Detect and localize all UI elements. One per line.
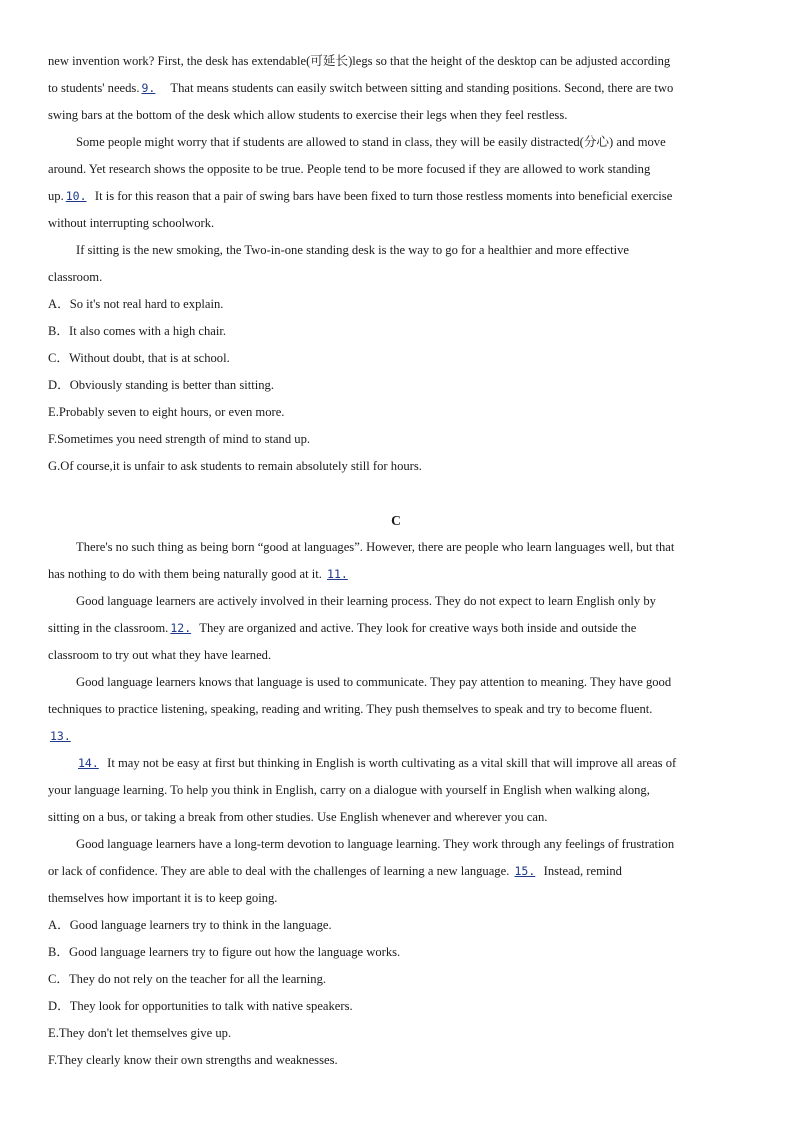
passage-c-options (48, 912, 744, 1074)
line-text-continued: That means students can easily switch between sitting and standing positions. Second, there are two (167, 81, 674, 95)
text-line (48, 237, 744, 264)
passage-b-options (48, 291, 744, 480)
text-line (48, 885, 744, 912)
text-line (48, 588, 744, 615)
text-line (48, 561, 744, 588)
line-text: to students' needs. (48, 81, 140, 95)
passage-c (48, 534, 744, 912)
answer-option: A．So it's not real hard to explain. (48, 297, 224, 311)
line-text: your language learning. To help you think in English, carry on a dialogue with yourself in English when walking along, (48, 783, 650, 797)
answer-blank[interactable]: 10. (65, 189, 87, 203)
answer-blank[interactable]: 15. (514, 864, 536, 878)
answer-blank[interactable]: 14. (78, 756, 99, 770)
text-line (48, 723, 744, 750)
answer-blank[interactable]: 13. (50, 729, 71, 743)
document-page (48, 48, 744, 1074)
line-text: Good language learners are actively involved in their learning process. They do not expect to learn English only by (76, 594, 656, 608)
text-line (48, 696, 744, 723)
text-line (48, 102, 744, 129)
answer-option: D．They look for opportunities to talk with native speakers. (48, 999, 353, 1013)
line-text: Good language learners have a long-term devotion to language learning. They work through any feelings of frustration (76, 837, 675, 851)
text-line (48, 156, 744, 183)
section-gap (48, 480, 744, 507)
answer-option: B．Good language learners try to figure out how the language works. (48, 945, 401, 959)
line-text: sitting on a bus, or taking a break from other studies. Use English whenever and wherever you can. (48, 810, 548, 824)
line-text: new invention work? First, the desk has extendable(可延长)legs so that the height of the desktop can be adjusted according (48, 54, 671, 68)
text-line (48, 183, 744, 210)
text-line (48, 615, 744, 642)
answer-option: E.They don't let themselves give up. (48, 1026, 232, 1040)
line-text: sitting in the classroom. (48, 621, 169, 635)
text-line (48, 210, 744, 237)
line-text: classroom. (48, 270, 103, 284)
answer-option: C．They do not rely on the teacher for all the learning. (48, 972, 327, 986)
line-text: around. Yet research shows the opposite to be true. People tend to be more focused if they are allowed to work standing (48, 162, 651, 176)
line-text: Good language learners knows that language is used to communicate. They pay attention to meaning. They have good (76, 675, 672, 689)
line-text-continued: It may not be easy at first but thinking in English is worth cultivating as a vital skill that will improve all areas of (104, 756, 677, 770)
text-line (48, 804, 744, 831)
line-text: themselves how important it is to keep going. (48, 891, 278, 905)
text-line (48, 777, 744, 804)
text-line (48, 264, 744, 291)
answer-blank[interactable]: 12. (170, 621, 192, 635)
answer-option: E.Probably seven to eight hours, or even more. (48, 405, 285, 419)
line-text: up. (48, 189, 64, 203)
line-text-continued: It is for this reason that a pair of swing bars have been fixed to turn those restless moments into beneficial exercise (91, 189, 673, 203)
answer-option: F.Sometimes you need strength of mind to stand up. (48, 432, 311, 446)
text-line (48, 129, 744, 156)
answer-option: D．Obviously standing is better than sitting. (48, 378, 274, 392)
answer-option: G.Of course,it is unfair to ask students to remain absolutely still for hours. (48, 459, 422, 473)
text-line (48, 831, 744, 858)
text-line (48, 642, 744, 669)
line-text: swing bars at the bottom of the desk which allow students to exercise their legs when they feel restless. (48, 108, 568, 122)
section-heading-c: C (391, 513, 401, 528)
line-text: has nothing to do with them being naturally good at it. (48, 567, 326, 581)
line-text: techniques to practice listening, speaking, reading and writing. They push themselves to speak and try to become fluent. (48, 702, 653, 716)
line-text: If sitting is the new smoking, the Two-in-one standing desk is the way to go for a healthier and more effective (76, 243, 629, 257)
line-text: Some people might worry that if students are allowed to stand in class, they will be easily distracted(分心) and move (76, 135, 666, 149)
answer-option: C．Without doubt, that is at school. (48, 351, 230, 365)
answer-option: B．It also comes with a high chair. (48, 324, 227, 338)
line-text-continued: They are organized and active. They look for creative ways both inside and outside the (196, 621, 637, 635)
answer-option: F.They clearly know their own strengths and weaknesses. (48, 1053, 338, 1067)
text-line (48, 669, 744, 696)
text-line (48, 48, 744, 75)
answer-blank[interactable]: 9. (141, 81, 156, 95)
line-text: classroom to try out what they have learned. (48, 648, 272, 662)
text-line (48, 75, 744, 102)
text-line (48, 750, 744, 777)
line-text-continued: Instead, remind (540, 864, 622, 878)
answer-option: A．Good language learners try to think in the language. (48, 918, 332, 932)
text-line (48, 534, 744, 561)
passage-b (48, 48, 744, 291)
line-text: There's no such thing as being born “good at languages”. However, there are people who learn languages well, but that (76, 540, 675, 554)
line-text: or lack of confidence. They are able to deal with the challenges of learning a new language. (48, 864, 513, 878)
answer-blank[interactable]: 11. (327, 567, 348, 581)
text-line (48, 858, 744, 885)
line-text: without interrupting schoolwork. (48, 216, 215, 230)
